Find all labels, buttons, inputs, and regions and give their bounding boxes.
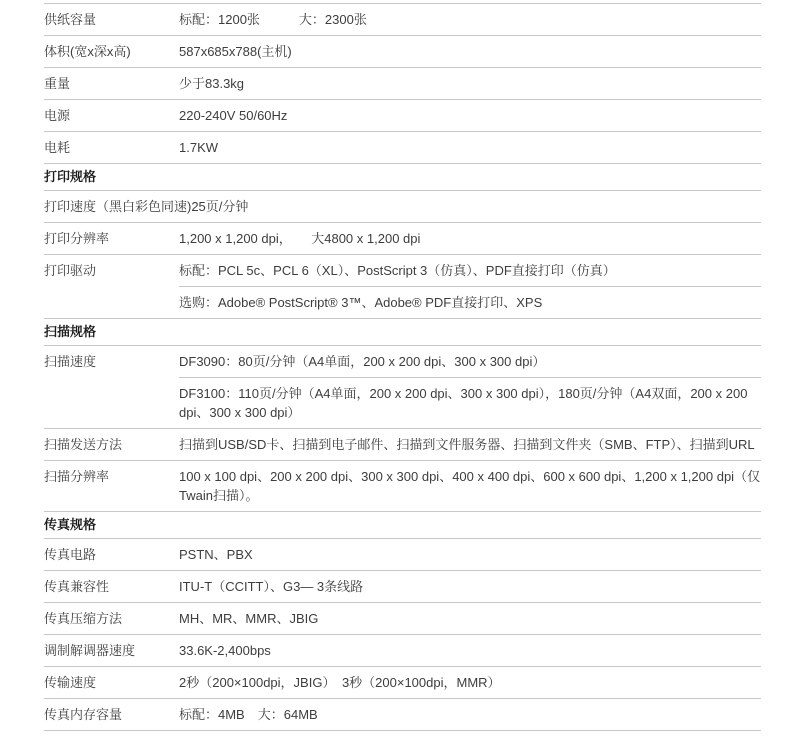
spec-value: DF3100：110页/分钟（A4单面，200 x 200 dpi、300 x 300 dpi），180页/分钟（A4双面，200 x 200 dpi、300 x 300 dpi）	[179, 377, 761, 428]
spec-value: 33.6K-2,400bps	[179, 643, 271, 658]
spec-row	[44, 539, 761, 571]
spec-value-group	[179, 36, 761, 67]
spec-label: 传真电路	[44, 547, 97, 562]
spec-value-group	[179, 346, 761, 428]
spec-row-fullwidth	[44, 191, 761, 223]
spec-value: 标配：4MB 大：64MB	[179, 707, 318, 722]
spec-value-group	[179, 667, 761, 698]
spec-row	[44, 346, 761, 429]
spec-value: DF3090：80页/分钟（A4单面，200 x 200 dpi、300 x 300 dpi）	[179, 354, 546, 369]
spec-value: 220-240V 50/60Hz	[179, 108, 288, 123]
spec-label: 重量	[44, 76, 71, 91]
spec-value: 选购：Adobe® PostScript® 3™、Adobe® PDF直接打印、XPS	[179, 286, 761, 318]
spec-label: 扫描分辨率	[44, 469, 110, 484]
section-header-label: 传真规格	[44, 517, 97, 532]
spec-value: 少于83.3kg	[179, 76, 245, 91]
spec-label: 供纸容量	[44, 12, 97, 27]
spec-value: 扫描到USB/SD卡、扫描到电子邮件、扫描到文件服务器、扫描到文件夹（SMB、FTP）、扫描到URL	[179, 437, 755, 452]
spec-label: 传真兼容性	[44, 579, 110, 594]
spec-fullwidth-text: 打印速度（黑白彩色同速)25页/分钟	[44, 199, 249, 214]
spec-value: 标配：PCL 5c、PCL 6（XL）、PostScript 3（仿真）、PDF直接打印（仿真）	[179, 263, 616, 278]
spec-row	[44, 4, 761, 36]
spec-row	[44, 461, 761, 512]
spec-value: 2秒（200×100dpi，JBIG） 3秒（200×100dpi，MMR）	[179, 675, 501, 690]
spec-row	[44, 667, 761, 699]
spec-label: 传真压缩方法	[44, 611, 123, 626]
section-header-row	[44, 164, 761, 191]
spec-value: 1.7KW	[179, 140, 219, 155]
section-header-label: 打印规格	[44, 169, 97, 184]
spec-value: 标配：1200张 大：2300张	[179, 12, 367, 27]
spec-value-group	[179, 132, 761, 163]
spec-label: 传真内存容量	[44, 707, 123, 722]
spec-label: 扫描速度	[44, 354, 97, 369]
spec-row	[44, 255, 761, 319]
spec-row	[44, 132, 761, 164]
spec-label: 体积(宽x深x高)	[44, 44, 131, 59]
spec-value-group	[179, 429, 761, 460]
spec-value-group	[179, 603, 761, 634]
spec-value-group	[179, 68, 761, 99]
spec-label: 调制解调器速度	[44, 643, 136, 658]
spec-row	[44, 699, 761, 731]
spec-label: 电耗	[44, 140, 71, 155]
spec-label: 电源	[44, 108, 71, 123]
spec-label: 打印分辨率	[44, 231, 110, 246]
spec-value-group	[179, 223, 761, 254]
section-header-row	[44, 319, 761, 346]
spec-value-group	[179, 539, 761, 570]
spec-row	[44, 429, 761, 461]
product-spec-table	[44, 3, 761, 731]
section-header-row	[44, 512, 761, 539]
spec-row	[44, 68, 761, 100]
spec-row	[44, 603, 761, 635]
section-header-label: 扫描规格	[44, 324, 97, 339]
spec-value-group	[179, 255, 761, 318]
spec-value: MH、MR、MMR、JBIG	[179, 611, 319, 626]
spec-row	[44, 223, 761, 255]
spec-row	[44, 635, 761, 667]
spec-label: 扫描发送方法	[44, 437, 123, 452]
spec-label: 传输速度	[44, 675, 97, 690]
spec-value: 587x685x788(主机)	[179, 44, 292, 59]
spec-value-group	[179, 461, 761, 511]
spec-value-group	[179, 699, 761, 730]
spec-value: ITU-T（CCITT）、G3— 3条线路	[179, 579, 364, 594]
spec-value-group	[179, 4, 761, 35]
spec-value-group	[179, 571, 761, 602]
spec-label: 打印驱动	[44, 263, 97, 278]
spec-row	[44, 36, 761, 68]
spec-value: 100 x 100 dpi、200 x 200 dpi、300 x 300 dpi、400 x 400 dpi、600 x 600 dpi、1,200 x 1,200 dpi（仅Twain扫描）。	[179, 469, 761, 503]
spec-value-group	[179, 100, 761, 131]
spec-value: PSTN、PBX	[179, 547, 253, 562]
spec-row	[44, 571, 761, 603]
spec-value-group	[179, 635, 761, 666]
spec-row	[44, 100, 761, 132]
spec-value: 1,200 x 1,200 dpi， 大4800 x 1,200 dpi	[179, 231, 421, 246]
